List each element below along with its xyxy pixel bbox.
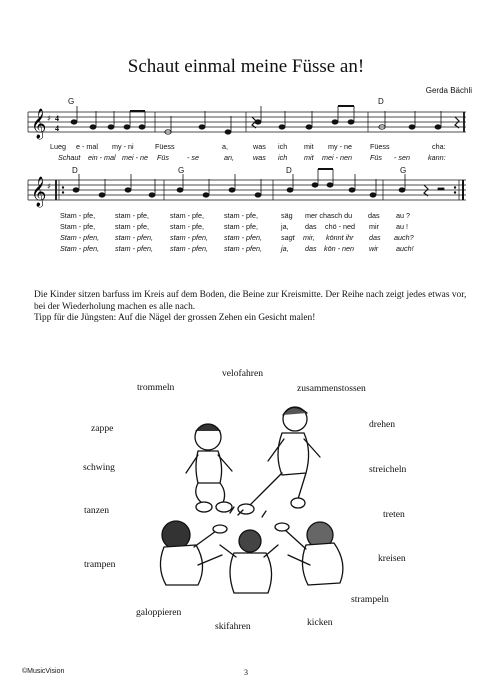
lyric: Stam - pfe, — [60, 211, 96, 220]
lyric: mit — [304, 153, 314, 162]
lyric: auch! — [396, 244, 414, 253]
action-word: tanzen — [84, 505, 110, 516]
chord-symbol: D — [72, 166, 78, 175]
child-figure — [238, 407, 320, 514]
lyric: ich — [278, 153, 288, 162]
lyric: Füs — [370, 153, 382, 162]
chord-symbol: G — [400, 166, 407, 175]
lyric: was — [253, 153, 266, 162]
lyric: an, — [224, 153, 234, 162]
composer-name: Gerda Bächli — [425, 86, 472, 95]
action-word: kicken — [307, 617, 333, 628]
lyric: Füess — [370, 142, 390, 151]
lyric: stam - pfen, — [115, 244, 153, 253]
staff-1-notes — [71, 106, 459, 134]
chord-symbol: G — [68, 97, 75, 106]
action-word: kreisen — [378, 553, 406, 564]
action-word: drehen — [369, 419, 396, 430]
lyric: ich — [278, 142, 288, 151]
lyric: kann: — [428, 153, 446, 162]
action-word: trampen — [84, 559, 116, 570]
child-figure — [186, 424, 232, 512]
lyric: ja, — [281, 244, 289, 253]
lyric: mit — [304, 142, 314, 151]
lyric: - sen — [394, 153, 410, 162]
lyric: könnt ihr — [326, 233, 354, 242]
music-staff-1 — [0, 0, 492, 260]
chord-symbol: D — [378, 97, 384, 106]
lyric: das — [305, 244, 317, 253]
treble-clef-icon: 𝄞 — [31, 177, 47, 207]
lyric: säg — [281, 211, 293, 220]
child-figure — [220, 530, 278, 593]
lyric: - se — [187, 153, 199, 162]
instructions — [34, 290, 474, 325]
lyric: chö - ned — [325, 222, 355, 231]
lyric: mir, — [303, 233, 315, 242]
lyric: sagt — [281, 233, 295, 242]
time-sig-top: 4 — [55, 114, 59, 123]
lyric: stam - pfe, — [170, 222, 204, 231]
child-figure — [275, 522, 343, 585]
lyric: au ? — [396, 211, 410, 220]
chord-symbol: D — [286, 166, 292, 175]
lyric: was — [253, 142, 266, 151]
action-word: treten — [383, 509, 405, 520]
child-figure — [160, 521, 227, 585]
copyright: ©MusicVision — [22, 668, 65, 675]
lyric: das — [305, 222, 317, 231]
lyric: my - ni — [112, 142, 134, 151]
children-circle-illustration — [150, 395, 360, 600]
lyric: ja, — [281, 222, 289, 231]
page-number: 3 — [244, 668, 248, 677]
lyric: Stam - pfen, — [60, 244, 100, 253]
lyric: Stam - pfen, — [60, 233, 100, 242]
lyric: das — [368, 211, 380, 220]
lyric: stam - pfen, — [115, 233, 153, 242]
lyric: mei - nen — [322, 153, 352, 162]
time-sig-bottom: 4 — [55, 124, 59, 133]
staff-2-notes — [73, 169, 444, 197]
lyric: my - ne — [328, 142, 352, 151]
action-word: skifahren — [215, 621, 251, 632]
lyric: au ! — [396, 222, 408, 231]
treble-clef-icon: 𝄞 — [31, 109, 47, 139]
lyric: Lueg — [50, 142, 66, 151]
action-word: schwing — [83, 462, 115, 473]
lyric: stam - pfen, — [224, 244, 262, 253]
lyric: mer chasch du — [305, 211, 353, 220]
lyric: stam - pfen, — [170, 244, 208, 253]
lyric: e - mal — [76, 142, 98, 151]
action-word: velofahren — [222, 368, 264, 379]
lyric: auch? — [394, 233, 414, 242]
chord-symbol: G — [178, 166, 185, 175]
lyric: Füs — [157, 153, 169, 162]
lyric: das — [369, 233, 381, 242]
tip-paragraph: Tipp für die Jüngsten: Auf die Nägel der grossen Zehen ein Gesicht malen! — [34, 313, 316, 324]
song-title: Schaut einmal meine Füsse an! — [127, 56, 365, 77]
lyric: Füess — [155, 142, 175, 151]
sharp-icon: ♯ — [47, 182, 51, 191]
lyric: stam - pfe, — [115, 211, 149, 220]
action-word: zappe — [91, 423, 114, 434]
action-word: strampeln — [351, 594, 389, 605]
lyric: Schaut — [58, 153, 81, 162]
action-word: streicheln — [369, 464, 407, 475]
instructions-paragraph: Die Kinder sitzen barfuss im Kreis auf dem Boden, die Beine zur Kreismitte. Der Reihe nach zeigt jedes etwas vor, bei der Wiederholung machen es alle nach. — [34, 290, 467, 312]
lyric: mir — [369, 222, 379, 231]
action-word: trommeln — [137, 382, 175, 393]
lyric: Stam - pfe, — [60, 222, 96, 231]
lyric: stam - pfe, — [224, 222, 258, 231]
sharp-icon: ♯ — [47, 114, 51, 123]
lyric: stam - pfe, — [115, 222, 149, 231]
lyric: wir — [369, 244, 379, 253]
lyric: kön - nen — [324, 244, 354, 253]
lyric: ein - mal — [88, 153, 116, 162]
lyric: stam - pfen, — [224, 233, 262, 242]
lyric: stam - pfen, — [170, 233, 208, 242]
lyric: a, — [222, 142, 228, 151]
lyric: mei - ne — [122, 153, 148, 162]
lyric: stam - pfe, — [170, 211, 204, 220]
action-word: zusammenstossen — [297, 383, 366, 394]
action-word: galoppieren — [136, 607, 182, 618]
lyric: stam - pfe, — [224, 211, 258, 220]
lyric: cha: — [432, 142, 446, 151]
